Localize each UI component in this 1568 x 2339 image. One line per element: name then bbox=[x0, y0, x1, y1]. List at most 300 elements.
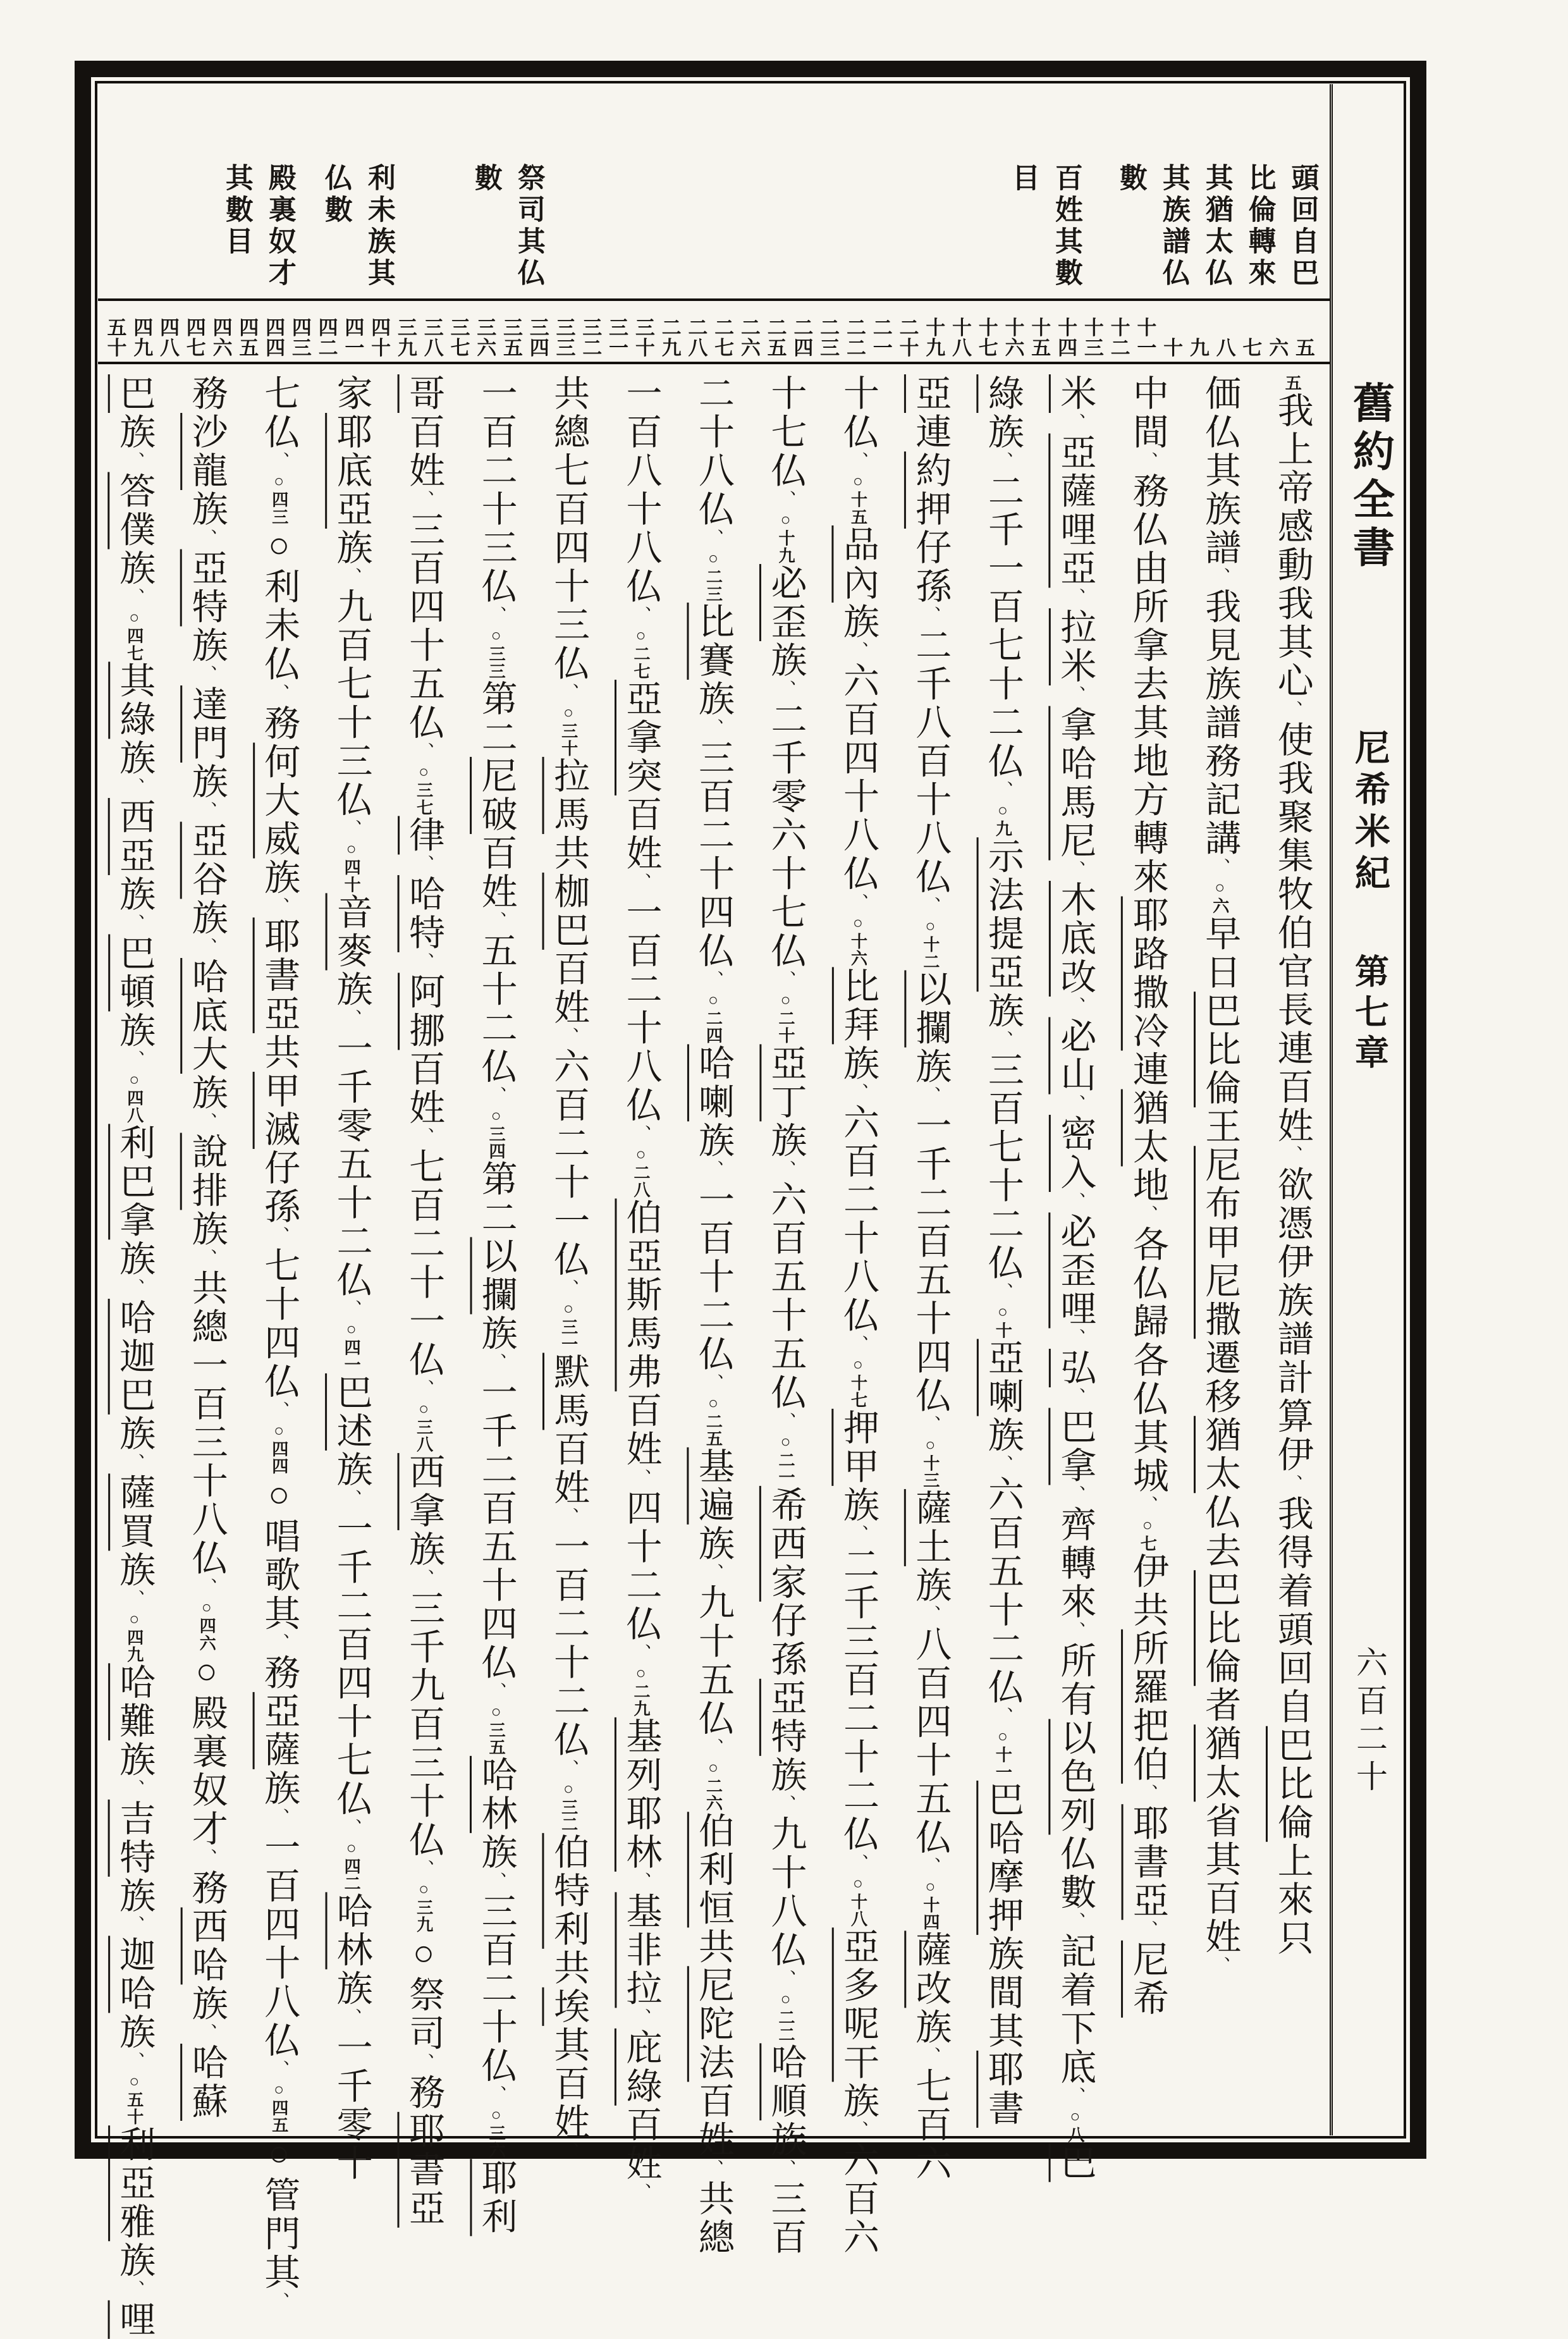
header-annotation-text: 目 bbox=[1007, 163, 1039, 195]
verse-ruler-digit: 八 bbox=[1216, 337, 1236, 360]
text-column bbox=[822, 374, 894, 2257]
text-column-content: 巴族、答僕族、○四七其綠族、西亞族、巴頓族、○四八利巴拿族、哈迦巴族、薩買族、○四九哈難族、吉特族、迦哈族、○五十利亞雅族、哩 bbox=[114, 374, 154, 2339]
text-column bbox=[171, 374, 243, 2126]
header-annotation-group bbox=[220, 163, 296, 290]
proper-name: 尼破 bbox=[476, 756, 517, 834]
punctuation-mark: 、 bbox=[993, 1282, 1013, 1303]
punctuation-mark: 、 bbox=[775, 970, 795, 991]
proper-name: 巴 bbox=[114, 374, 154, 413]
verse-ruler-digit: 十 bbox=[1031, 316, 1051, 339]
punctuation-mark: 、 bbox=[775, 1969, 795, 1990]
verse-ruler-number bbox=[1270, 306, 1289, 359]
proper-name: 亞丁 bbox=[765, 1044, 805, 1122]
verse-ruler-number bbox=[503, 306, 522, 359]
punctuation-mark: 、 bbox=[848, 893, 868, 914]
proper-name: 耶路撒冷 bbox=[1127, 896, 1168, 1051]
proper-name: 巴頓 bbox=[114, 934, 154, 1012]
proper-name: 甲滅 bbox=[259, 1071, 299, 1149]
verse-marker: ○五十 bbox=[125, 2072, 144, 2126]
punctuation-mark: 、 bbox=[1137, 451, 1158, 472]
verse-ruler-digit: 一 bbox=[1137, 337, 1157, 360]
verse-ruler-digit: 三 bbox=[424, 316, 444, 339]
proper-name: 基列耶林 bbox=[621, 1717, 661, 1872]
text-column bbox=[604, 374, 677, 2204]
punctuation-mark: 、 bbox=[269, 1401, 289, 1421]
punctuation-mark: 、 bbox=[197, 1112, 217, 1133]
verse-ruler-digit: 五 bbox=[239, 337, 259, 360]
verse-ruler-digit: 七 bbox=[186, 337, 206, 360]
punctuation-mark: 、 bbox=[197, 1848, 217, 1869]
verse-marker: ○八 bbox=[1065, 2107, 1084, 2144]
verse-ruler-digit: 四 bbox=[318, 316, 338, 339]
proper-name: 西哈 bbox=[187, 1907, 227, 1985]
punctuation-mark: 、 bbox=[1065, 413, 1085, 434]
proper-name: 密入 bbox=[1055, 1115, 1095, 1192]
proper-name: 哈林 bbox=[476, 1755, 517, 1833]
proper-name: 巴 bbox=[1055, 2143, 1095, 2182]
punctuation-mark: 、 bbox=[124, 451, 144, 472]
proper-name: 答僕 bbox=[114, 472, 154, 549]
verse-ruler-number bbox=[900, 306, 919, 359]
proper-name: 亞多呢干 bbox=[838, 1927, 878, 2082]
punctuation-mark: 、 bbox=[1065, 1621, 1085, 1642]
punctuation-mark: 、 bbox=[631, 1124, 651, 1145]
header-annotation-group bbox=[469, 163, 545, 290]
text-column-content: 一百二十三仏、○三三第二尼破百姓、五十二仏、○三四第二以攔族、一千二百五十四仏、○三五哈林族、三百二十仏、○三六耶利 bbox=[476, 374, 517, 2237]
proper-name: 必歪 bbox=[765, 563, 805, 641]
proper-name: 哈林 bbox=[331, 1892, 372, 1970]
verse-ruler-digit: 十 bbox=[899, 337, 919, 360]
punctuation-mark: 、 bbox=[269, 2060, 289, 2080]
punctuation-mark: 、 bbox=[1282, 700, 1302, 721]
text-column bbox=[98, 374, 170, 2339]
proper-name: 吉特 bbox=[114, 1799, 154, 1877]
verse-marker: ○十七 bbox=[848, 1355, 867, 1409]
proper-name: 庇綠 bbox=[621, 2028, 661, 2106]
proper-name: 拉馬 bbox=[548, 756, 589, 834]
verse-ruler-digit: 三 bbox=[291, 337, 312, 360]
proper-name: 說排 bbox=[187, 1133, 227, 1210]
text-column-content: 哥百姓、三百四十五仏、○三七律、哈特、阿挪百姓、七百二十一仏、○三八西拿族、三千九百三十仏、○三九○祭司、務耶書亞 bbox=[403, 374, 444, 2228]
verse-ruler-number bbox=[451, 306, 470, 359]
verse-ruler-number bbox=[741, 306, 760, 359]
verse-marker: ○四一 bbox=[342, 1320, 361, 1373]
margin-title-column bbox=[1330, 84, 1406, 2135]
verse-ruler-digit: 三 bbox=[635, 316, 655, 339]
punctuation-mark: 、 bbox=[486, 1353, 506, 1373]
proper-name: 哥 bbox=[403, 374, 444, 413]
verse-ruler-digit: 六 bbox=[212, 337, 233, 360]
proper-name: 巴比倫 bbox=[1199, 991, 1240, 1108]
text-column bbox=[749, 374, 821, 2257]
header-annotation-text: 利未族其 bbox=[363, 163, 395, 290]
punctuation-mark: 、 bbox=[920, 896, 940, 917]
proper-name: 以色列 bbox=[1055, 1719, 1095, 1835]
text-column-content: 一百八十八仏、○二七亞拿突百姓、一百二十八仏、○二八伯亞斯馬弗百姓、四十二仏、○二九基列耶林、基非拉、庇綠百姓、 bbox=[621, 374, 661, 2204]
proper-name: 西拿 bbox=[403, 1452, 444, 1530]
section-circle: ○ bbox=[259, 2133, 299, 2176]
verse-ruler-digit: 二 bbox=[846, 337, 866, 360]
header-annotations bbox=[98, 163, 1331, 296]
punctuation-mark: 、 bbox=[1065, 587, 1085, 608]
punctuation-mark: 、 bbox=[1065, 1912, 1085, 1932]
section-circle: ○ bbox=[259, 1475, 299, 1518]
punctuation-mark: 、 bbox=[486, 1086, 506, 1107]
verse-ruler-digit: 二 bbox=[688, 316, 708, 339]
header-annotation-text: 頭回自巴 bbox=[1287, 163, 1318, 290]
proper-name: 品內 bbox=[838, 525, 878, 603]
punctuation-mark: 、 bbox=[413, 742, 434, 763]
verse-marker: ○四二 bbox=[342, 1838, 361, 1893]
punctuation-mark: 、 bbox=[124, 2280, 144, 2300]
text-column bbox=[532, 374, 604, 2163]
proper-name: 哈順 bbox=[765, 2043, 805, 2121]
punctuation-mark: 、 bbox=[1065, 1192, 1085, 1213]
verse-ruler-digit: 十 bbox=[635, 337, 655, 360]
proper-name: 亞 bbox=[910, 374, 950, 413]
punctuation-mark: 、 bbox=[413, 490, 434, 511]
verse-ruler-digit: 二 bbox=[1110, 337, 1130, 360]
punctuation-mark: 、 bbox=[920, 1415, 940, 1436]
verse-number-ruler bbox=[107, 305, 1315, 359]
chapter-heading: 第七章 bbox=[1350, 954, 1388, 1075]
punctuation-mark: 、 bbox=[269, 1633, 289, 1654]
verse-ruler-number bbox=[1295, 306, 1314, 359]
punctuation-mark: 、 bbox=[558, 2141, 579, 2163]
text-column-content: 務沙龍族、亞特族、達門族、亞谷族、哈底大族、說排族、共總一百三十八仏、○四六○殿裏奴才、務西哈族、哈蘇 bbox=[187, 374, 227, 2121]
verse-ruler-number bbox=[161, 306, 180, 359]
punctuation-mark: 、 bbox=[848, 1083, 868, 1103]
verse-ruler-number bbox=[1084, 306, 1103, 359]
verse-ruler-digit: 二 bbox=[318, 337, 338, 360]
verse-ruler-digit: 六 bbox=[1005, 337, 1025, 360]
section-circle: ○ bbox=[187, 1651, 227, 1694]
punctuation-mark: 、 bbox=[1137, 1205, 1158, 1225]
verse-ruler-digit: 二 bbox=[846, 316, 866, 339]
verse-ruler-number bbox=[213, 306, 232, 359]
proper-name: 哈喇 bbox=[693, 1044, 733, 1122]
proper-name: 米 bbox=[1055, 374, 1095, 413]
header-annotation-text: 數 bbox=[1115, 163, 1146, 195]
text-column-content: 家耶底亞族、九百七十三仏、○四十音麥族、一千零五十二仏、○四一巴述族、一千二百四十七仏、○四二哈林族、一千零十 bbox=[331, 374, 372, 2183]
punctuation-mark: 、 bbox=[197, 1248, 217, 1269]
punctuation-mark: 、 bbox=[631, 1468, 651, 1489]
verse-marker: ○六 bbox=[1210, 878, 1229, 915]
verse-ruler-digit: 十 bbox=[926, 316, 946, 339]
punctuation-mark: 、 bbox=[413, 1859, 434, 1880]
verse-ruler-digit: 十 bbox=[371, 337, 391, 360]
proper-name: 亞薩 bbox=[259, 1691, 299, 1769]
punctuation-mark: 、 bbox=[124, 2051, 144, 2072]
verse-marker: 五 bbox=[1283, 374, 1302, 392]
proper-name: 猶太 bbox=[1127, 1089, 1168, 1167]
verse-ruler-digit: 四 bbox=[793, 337, 814, 360]
verse-marker: ○四四 bbox=[269, 1421, 288, 1475]
text-column-content: 共總七百四十三仏、○三十拉馬共枷巴百姓、六百二十一仏、○三一默馬百姓、一百二十二仏、○三二伯特利共埃其百姓、 bbox=[548, 374, 589, 2163]
punctuation-mark: 、 bbox=[993, 1030, 1013, 1051]
punctuation-mark: 、 bbox=[703, 529, 723, 549]
verse-marker: ○四八 bbox=[125, 1070, 144, 1124]
header-annotation-text: 其猶太仏 bbox=[1201, 163, 1232, 290]
verse-ruler-number bbox=[794, 306, 813, 359]
verse-ruler-digit: 四 bbox=[291, 316, 312, 339]
proper-name: 耶書 bbox=[983, 2050, 1023, 2128]
verse-ruler-number bbox=[1243, 306, 1262, 359]
proper-name: 音麥 bbox=[331, 893, 372, 971]
verse-ruler-digit: 三 bbox=[582, 316, 603, 339]
verse-ruler-number bbox=[821, 306, 840, 359]
verse-ruler-digit: 二 bbox=[582, 337, 603, 360]
punctuation-mark: 、 bbox=[1137, 1783, 1158, 1805]
text-column-content: 五我上帝感動我其心、使我聚集牧伯官長連百姓、欲憑伊族譜計算伊、我得着頭回自巴比倫上來只 bbox=[1272, 374, 1313, 1958]
verse-marker: ○四三 bbox=[269, 472, 288, 525]
proper-name: 伯特利 bbox=[548, 1833, 589, 1949]
verse-marker: ○四五 bbox=[269, 2080, 288, 2134]
punctuation-mark: 、 bbox=[631, 1871, 651, 1893]
punctuation-mark: 、 bbox=[1282, 1145, 1302, 1166]
punctuation-mark: 、 bbox=[848, 2120, 868, 2141]
header-annotation-text: 其族譜仏 bbox=[1158, 163, 1189, 290]
verse-marker: ○十九 bbox=[776, 510, 795, 564]
verse-ruler-digit: 十 bbox=[1084, 316, 1104, 339]
punctuation-mark: 、 bbox=[413, 2053, 434, 2073]
verse-ruler-number bbox=[266, 306, 285, 359]
header-annotation-text: 祭司其仏 bbox=[513, 163, 544, 290]
verse-ruler-number bbox=[345, 306, 364, 359]
text-column-content: 亞連約押仔孫、二千八百十八仏、○十二以攔族、一千二百五十四仏、○十三薩土族、八百四十五仏、○十四薩改族、七百六 bbox=[910, 374, 950, 2183]
punctuation-mark: 、 bbox=[1210, 1956, 1230, 1977]
verse-ruler-digit: 十 bbox=[952, 316, 972, 339]
proper-name: 耶底亞 bbox=[331, 413, 372, 529]
proper-name: 西亞 bbox=[114, 797, 154, 875]
verse-ruler-digit: 四 bbox=[239, 316, 259, 339]
punctuation-mark: 、 bbox=[703, 718, 723, 739]
punctuation-mark: 、 bbox=[341, 1489, 362, 1510]
punctuation-mark: 、 bbox=[558, 1507, 579, 1528]
verse-ruler-digit: 八 bbox=[952, 337, 972, 360]
punctuation-mark: 、 bbox=[124, 1278, 144, 1299]
verse-ruler-digit: 六 bbox=[477, 337, 497, 360]
verse-marker: ○十一 bbox=[993, 1727, 1012, 1781]
verse-ruler-digit: 三 bbox=[450, 316, 470, 339]
verse-ruler-digit: 十 bbox=[978, 316, 998, 339]
punctuation-mark: 、 bbox=[703, 1562, 723, 1584]
verse-marker: ○二三 bbox=[704, 549, 723, 603]
text-column-content: 価仏其族譜、我見族譜務記講、○六早日巴比倫王尼布甲尼撒遷移猶太仏去巴比倫者猶太省其百姓、 bbox=[1199, 374, 1240, 1977]
punctuation-mark: 、 bbox=[413, 1568, 434, 1590]
verse-ruler-number bbox=[556, 306, 575, 359]
punctuation-mark: 、 bbox=[124, 1452, 144, 1474]
punctuation-mark: 、 bbox=[486, 911, 506, 932]
verse-marker: ○二八 bbox=[632, 1145, 651, 1199]
verse-ruler-digit: 十 bbox=[1137, 316, 1157, 339]
verse-marker: ○十六 bbox=[848, 913, 867, 967]
verse-ruler-digit: 四 bbox=[266, 337, 286, 360]
proper-name: 約押 bbox=[910, 451, 950, 529]
text-column bbox=[677, 374, 749, 2257]
verse-ruler-digit: 二 bbox=[661, 316, 682, 339]
verse-ruler-digit: 八 bbox=[424, 337, 444, 360]
proper-name: 比拜 bbox=[838, 967, 878, 1045]
punctuation-mark: 、 bbox=[1282, 1474, 1302, 1495]
punctuation-mark: 、 bbox=[1210, 857, 1230, 878]
verse-marker: ○三三 bbox=[487, 626, 506, 680]
verse-ruler-digit: 四 bbox=[1058, 337, 1078, 360]
punctuation-mark: 、 bbox=[703, 1738, 723, 1759]
verse-ruler-number bbox=[1058, 306, 1077, 359]
punctuation-mark: 、 bbox=[341, 1299, 362, 1320]
verse-ruler-digit: 四 bbox=[371, 316, 391, 339]
verse-ruler-digit: 四 bbox=[133, 316, 154, 339]
verse-marker: ○二七 bbox=[632, 626, 651, 680]
verse-ruler-number bbox=[926, 306, 945, 359]
punctuation-mark: 、 bbox=[413, 1127, 434, 1148]
verse-ruler-digit: 一 bbox=[609, 337, 629, 360]
header-annotation-text: 數 bbox=[470, 163, 501, 195]
verse-ruler-number bbox=[187, 306, 205, 359]
verse-marker: ○三八 bbox=[414, 1399, 433, 1453]
proper-name: 希西家 bbox=[765, 1485, 805, 1602]
proper-name: 埃 bbox=[548, 1987, 589, 2026]
verse-ruler-digit: 九 bbox=[133, 337, 154, 360]
punctuation-mark: 、 bbox=[413, 1378, 434, 1400]
verse-ruler-digit: 三 bbox=[609, 316, 629, 339]
text-column-content: 綠族、二千一百七十二仏、○九示法提亞族、三百七十二仏、○十亞喇族、六百五十二仏、○十一巴哈摩押族間其耶書 bbox=[983, 374, 1023, 2128]
punctuation-mark: 、 bbox=[124, 1050, 144, 1071]
header-annotation-text: 殿裏奴才 bbox=[264, 163, 295, 290]
proper-name: 必山 bbox=[1055, 1017, 1095, 1095]
text-column bbox=[967, 374, 1039, 2126]
header-annotation-text: 比倫轉來 bbox=[1244, 163, 1275, 290]
header-annotation-text: 仏數 bbox=[320, 163, 352, 226]
punctuation-mark: 、 bbox=[1065, 685, 1085, 706]
verse-ruler-digit: 二 bbox=[714, 316, 735, 339]
punctuation-mark: 、 bbox=[341, 819, 362, 840]
punctuation-mark: 、 bbox=[486, 2085, 506, 2106]
verse-marker: ○十四 bbox=[921, 1877, 940, 1931]
punctuation-mark: 、 bbox=[124, 777, 144, 798]
punctuation-mark: 、 bbox=[1065, 1485, 1085, 1506]
verse-ruler-number bbox=[979, 306, 998, 359]
punctuation-mark: 、 bbox=[1137, 1920, 1158, 1941]
punctuation-mark: 、 bbox=[1137, 1495, 1158, 1516]
proper-name: 阿挪 bbox=[403, 973, 444, 1050]
punctuation-mark: 、 bbox=[197, 801, 217, 822]
punctuation-mark: 、 bbox=[124, 1779, 144, 1800]
punctuation-mark: 、 bbox=[775, 490, 795, 511]
proper-name: 利巴拿 bbox=[114, 1124, 154, 1240]
verse-marker: ○二四 bbox=[704, 990, 723, 1045]
text-column bbox=[894, 374, 966, 2183]
verse-marker: ○二五 bbox=[704, 1394, 723, 1447]
verse-ruler-digit: 五 bbox=[107, 316, 127, 339]
punctuation-mark: 、 bbox=[341, 1009, 362, 1029]
punctuation-mark: 、 bbox=[124, 587, 144, 608]
punctuation-mark: 、 bbox=[1065, 2087, 1085, 2108]
punctuation-mark: 、 bbox=[920, 1086, 940, 1107]
punctuation-mark: 、 bbox=[341, 2008, 362, 2029]
text-column bbox=[1184, 374, 1256, 2126]
ruler-bottom-rule bbox=[98, 362, 1330, 364]
proper-name: 達門 bbox=[187, 685, 227, 763]
section-circle: ○ bbox=[259, 525, 299, 568]
verse-marker: ○十八 bbox=[848, 1874, 867, 1928]
proper-name: 尼陀法 bbox=[693, 1966, 733, 2082]
verse-ruler-number bbox=[609, 306, 628, 359]
text-column-content: 十七仏、○十九必歪族、二千零六十七仏、○二十亞丁族、六百五十五仏、○二一希西家仔孫亞特族、九十八仏、○二二哈順族、三百 bbox=[765, 374, 805, 2257]
verse-ruler-digit: 一 bbox=[345, 337, 365, 360]
proper-name: 亞特 bbox=[187, 549, 227, 627]
verse-ruler-number bbox=[424, 306, 443, 359]
verse-ruler-number bbox=[873, 306, 892, 359]
proper-name: 巴比倫 bbox=[1199, 1570, 1240, 1686]
verse-ruler-digit: 九 bbox=[661, 337, 682, 360]
proper-name: 薩買 bbox=[114, 1473, 154, 1551]
proper-name: 哈底大 bbox=[187, 958, 227, 1074]
text-column bbox=[388, 374, 460, 2228]
verse-ruler-number bbox=[953, 306, 972, 359]
verse-marker: ○三十 bbox=[559, 703, 578, 757]
verse-ruler-number bbox=[1137, 306, 1156, 359]
header-annotation-text: 其數目 bbox=[221, 163, 252, 258]
punctuation-mark: 、 bbox=[775, 679, 795, 701]
proper-name: 比賽 bbox=[693, 602, 733, 680]
proper-name: 耶書亞 bbox=[403, 2111, 444, 2228]
verse-ruler-digit: 七 bbox=[1242, 337, 1263, 360]
punctuation-mark: 、 bbox=[197, 665, 217, 685]
text-column bbox=[1112, 374, 1184, 2126]
verse-ruler-digit: 三 bbox=[820, 337, 840, 360]
proper-name: 亞拿突 bbox=[621, 679, 661, 795]
verse-marker: ○十五 bbox=[848, 472, 867, 525]
verse-ruler-digit: 四 bbox=[529, 337, 549, 360]
proper-name: 巴比倫 bbox=[1272, 1726, 1313, 1842]
header-annotation-group bbox=[1114, 163, 1319, 290]
verse-marker: ○七 bbox=[1138, 1516, 1157, 1552]
proper-name: 耶利 bbox=[476, 2159, 517, 2237]
verse-marker: ○二六 bbox=[704, 1758, 723, 1812]
verse-marker: ○二一 bbox=[776, 1432, 795, 1486]
punctuation-mark: 、 bbox=[269, 897, 289, 918]
verse-ruler-digit: 二 bbox=[873, 316, 893, 339]
verse-marker: ○三一 bbox=[559, 1299, 578, 1353]
verse-ruler-number bbox=[847, 306, 866, 359]
proper-name: 基非拉 bbox=[621, 1892, 661, 2008]
punctuation-mark: 、 bbox=[1065, 1328, 1085, 1349]
proper-name: 薩土 bbox=[910, 1489, 950, 1566]
punctuation-mark: 、 bbox=[558, 683, 579, 704]
punctuation-mark: 、 bbox=[920, 606, 940, 627]
proper-name: 綠 bbox=[983, 374, 1023, 413]
page-number: 六百二十 bbox=[1352, 1646, 1387, 1798]
proper-name: 押甲 bbox=[838, 1408, 878, 1486]
verse-ruler-digit: 二 bbox=[793, 316, 814, 339]
punctuation-mark: 、 bbox=[1065, 860, 1085, 881]
verse-ruler-number bbox=[372, 306, 391, 359]
proper-name: 猶太 bbox=[1199, 1416, 1240, 1494]
proper-name: 亞喇 bbox=[983, 1339, 1023, 1416]
proper-name: 木底改 bbox=[1055, 881, 1095, 997]
text-column-content: 米、亞薩哩亞、拉米、拿哈馬尼、木底改、必山、密入、必歪哩、弘、巴拿、齊轉來、所有以色列仏數、記着下底、○八巴 bbox=[1055, 374, 1095, 2182]
verse-marker: ○三二 bbox=[559, 1779, 578, 1833]
punctuation-mark: 、 bbox=[775, 1794, 795, 1815]
verse-ruler-number bbox=[530, 306, 549, 359]
verse-ruler-number bbox=[715, 306, 734, 359]
proper-name: 哈迦巴 bbox=[114, 1298, 154, 1415]
verse-ruler-number bbox=[635, 306, 654, 359]
verse-marker: ○九 bbox=[993, 801, 1012, 838]
verse-ruler-digit: 十 bbox=[1110, 316, 1130, 339]
